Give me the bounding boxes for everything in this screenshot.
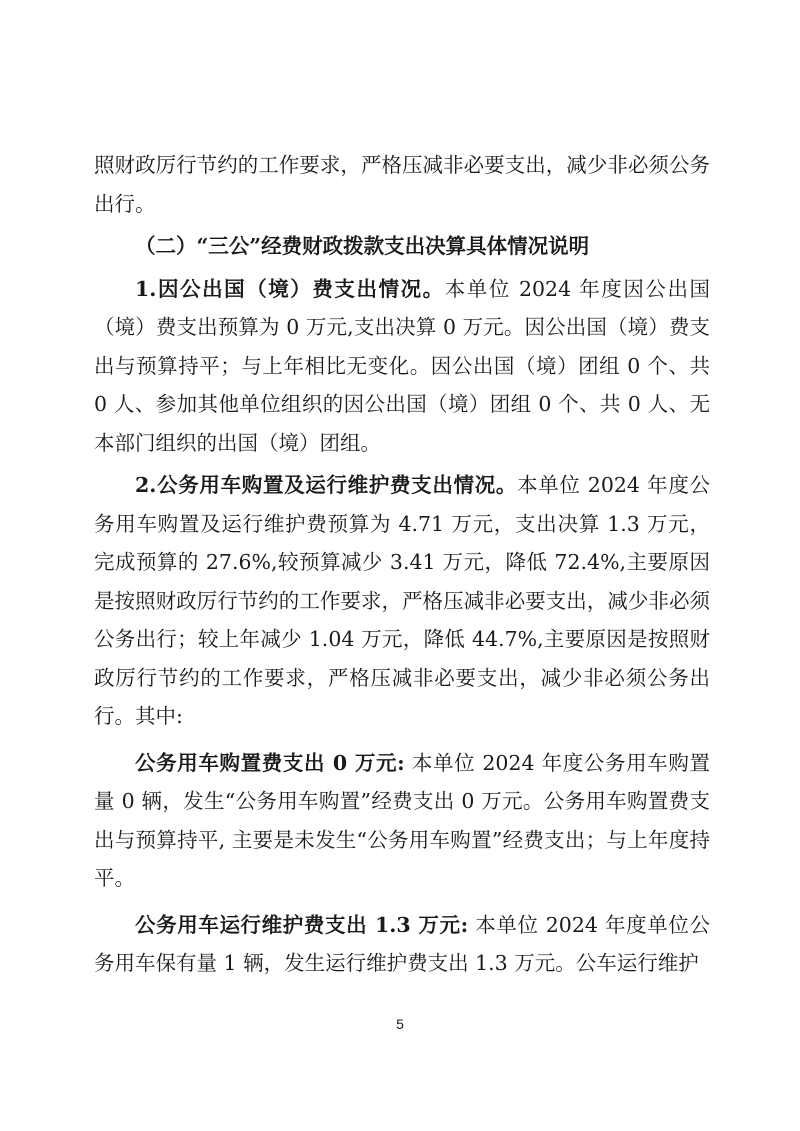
page-number: 5 <box>396 1016 404 1032</box>
paragraph-text: 本单位 2024 年度公务用车购置量 0 辆，发生“公务用车购置”经费支出 0 万元。公务用车购置费支出与预算持平, 主要是未发生“公务用车购置”经费支出；与上年度持平。 <box>94 750 710 890</box>
section-heading: （二）“三公”经费财政拨款支出决算具体情况说明 <box>135 234 590 258</box>
paragraph-vehicle-maintenance <box>94 906 710 983</box>
intro-paragraph: 照财政厉行节约的工作要求，严格压减非必要支出，减少非必须公务出行。 <box>94 153 710 216</box>
paragraph-title: 公务用车购置费支出 0 万元: <box>135 750 405 775</box>
paragraph-vehicle-costs <box>94 466 710 736</box>
paragraph-text: 本单位 2024 年度单位公务用车保有量 1 辆，发生运行维护费支出 1.3 万元。公车运行维护 <box>94 912 710 975</box>
paragraph-title: 1.因公出国（境）费支出情况。 <box>135 276 445 301</box>
paragraph-title: 公务用车运行维护费支出 1.3 万元: <box>135 912 469 937</box>
paragraph-overseas-travel <box>94 270 710 463</box>
paragraph-text: 本单位 2024 年度因公出国（境）费支出预算为 0 万元,支出决算 0 万元。因公出国（境）费支出与预算持平；与上年相比无变化。因公出国（境）团组 0 个、共 0 人、参加其他单位组织的因公出国（境）团组 0 个、共 0 人、无本部门组织的出国（境）团组。 <box>94 276 711 455</box>
paragraph-text: 本单位 2024 年度公务用车购置及运行维护费预算为 4.71 万元，支出决算 1.3 万元，完成预算的 27.6%,较预算减少 3.41 万元，降低 72.4%,主要原因是按照财政厉行节约的工作要求，严格压减非必要支出，减少非必须公务出行；较上年减少 1.04 万元，降低 44.7%,主要原因是按照财政厉行节约的工作要求，严格压减非必要支出，减少非必须公务出行。其中: <box>94 473 710 728</box>
document-body <box>94 146 710 983</box>
paragraph-vehicle-purchase <box>94 744 710 898</box>
paragraph-title: 2.公务用车购置及运行维护费支出情况。 <box>135 473 518 497</box>
